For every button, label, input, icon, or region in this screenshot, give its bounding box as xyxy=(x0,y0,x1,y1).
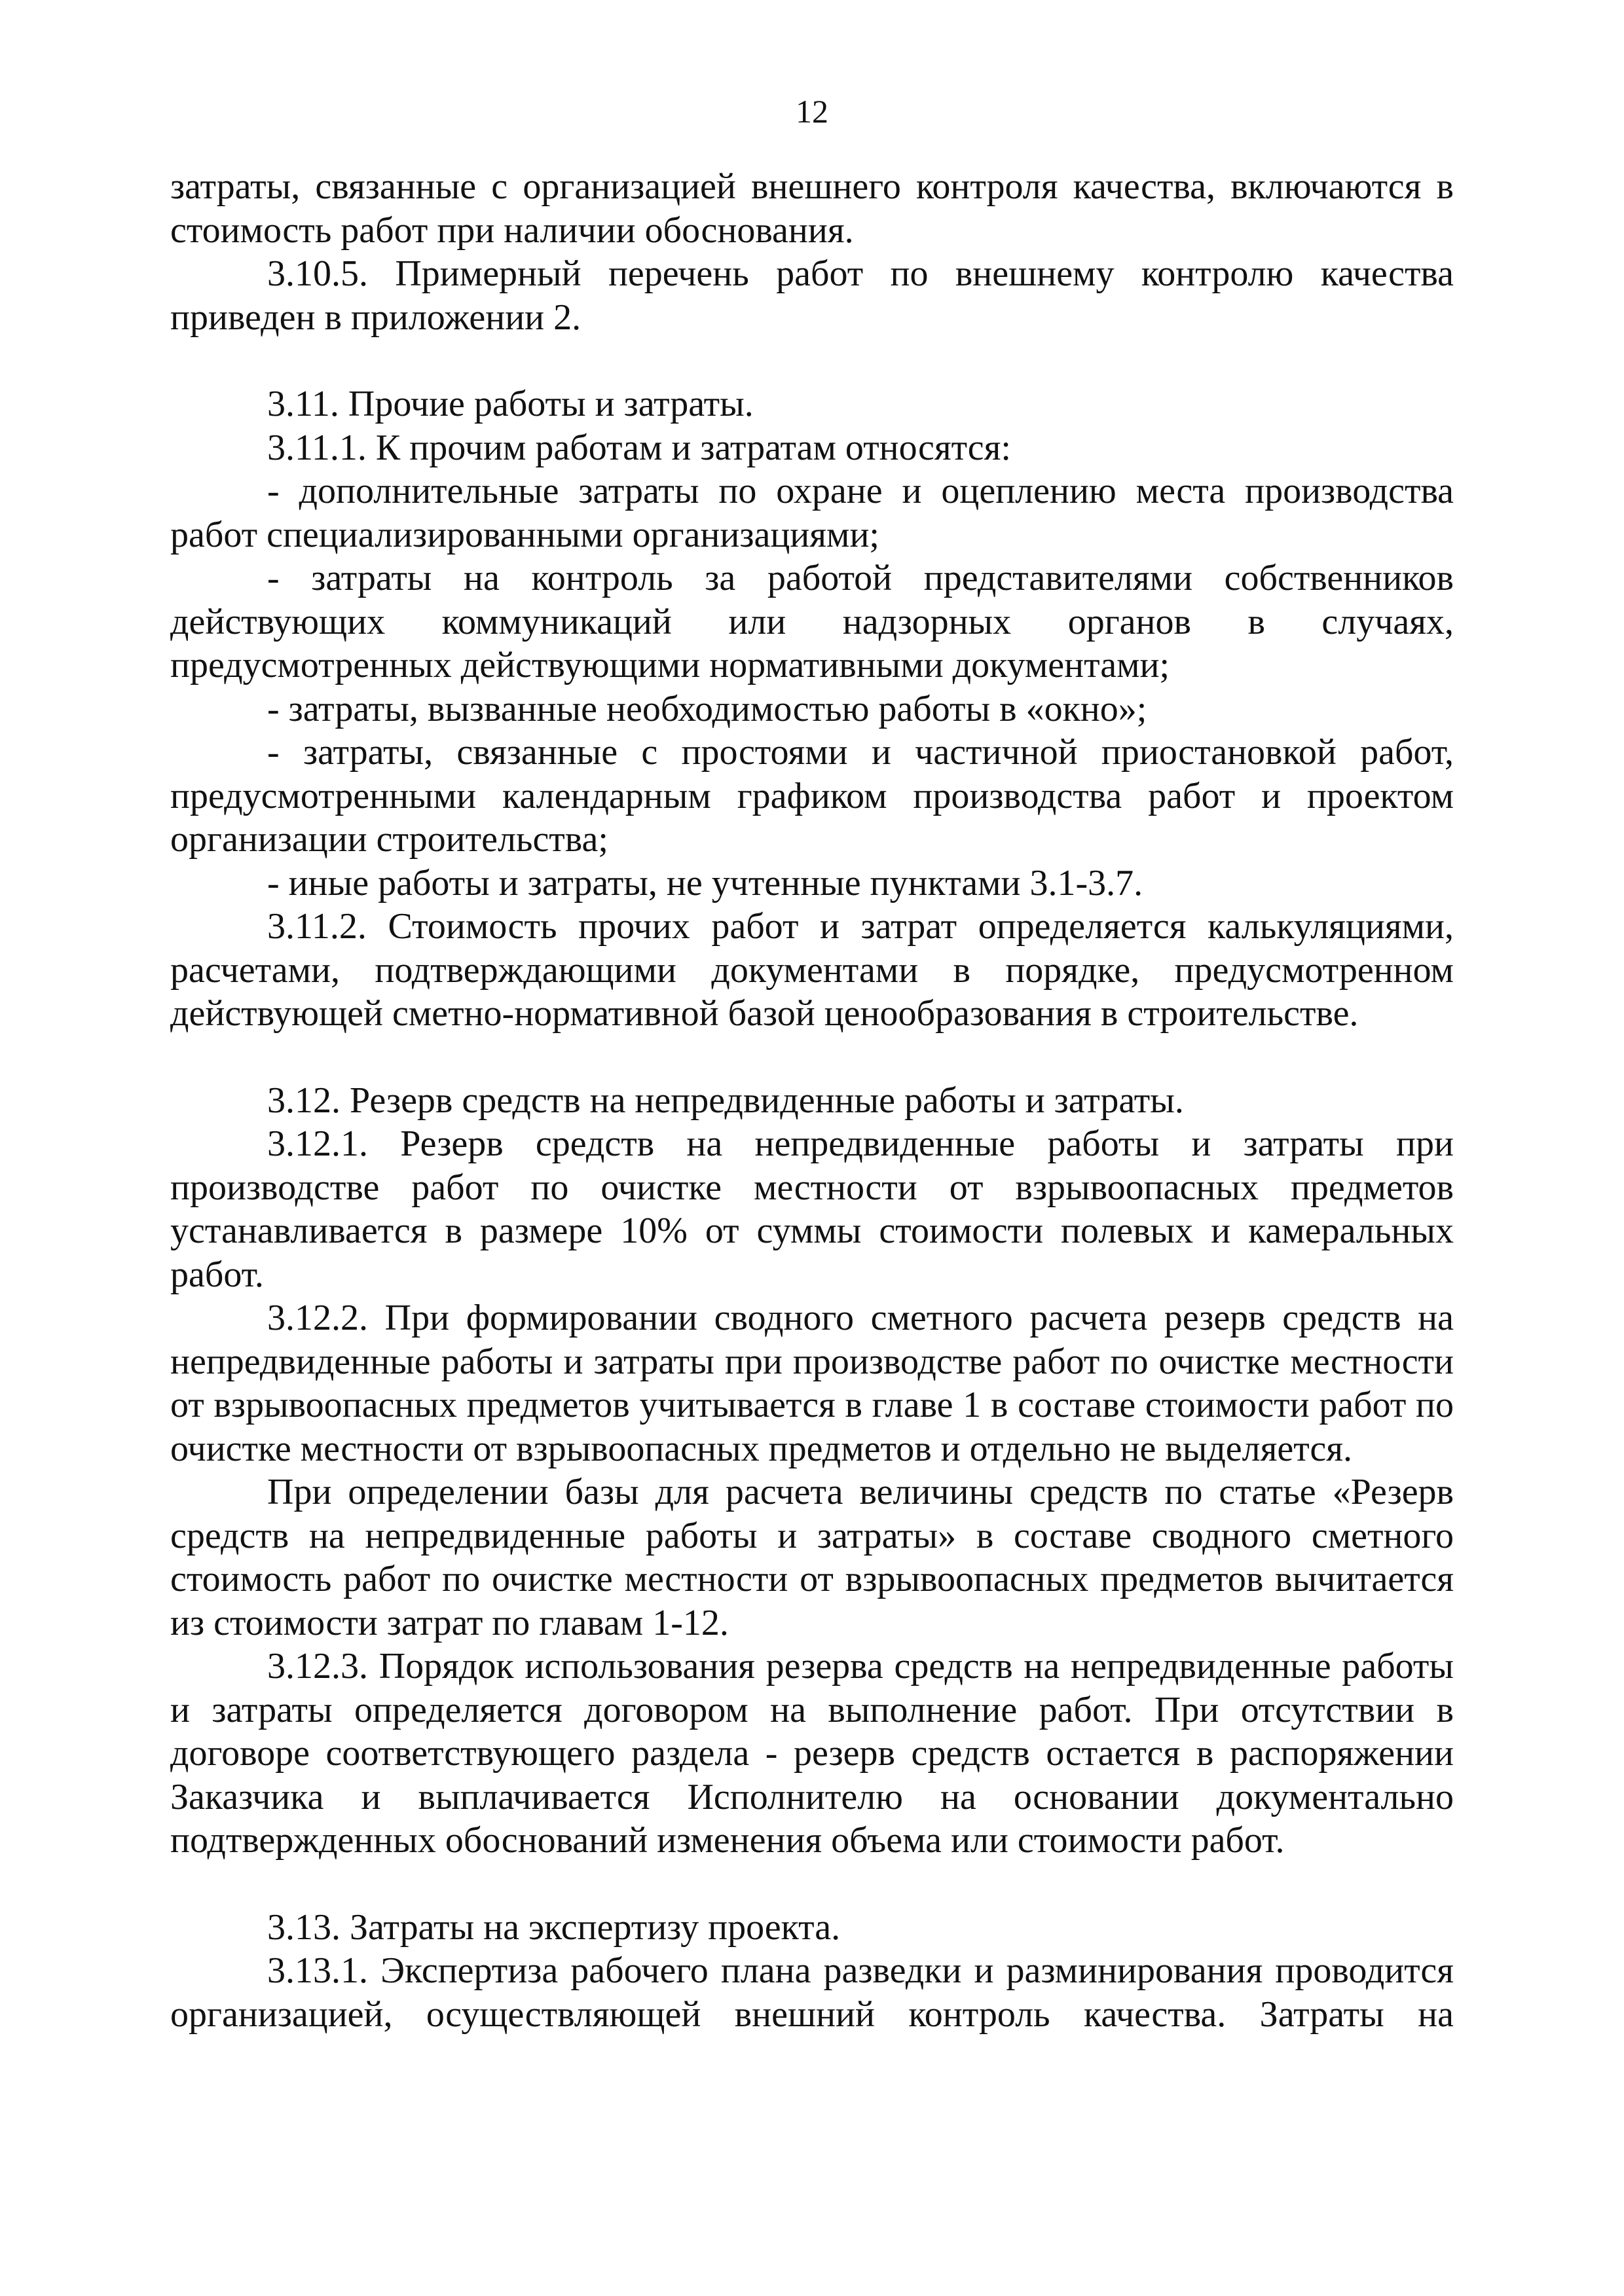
paragraph-3-12-3: 3.12.3. Порядок использования резерва средств на непредвиденные работы и затраты определяется договором на выполнение работ. При отсутствии в договоре соответствующего раздела - резерв средств остается в распоряжении Заказчика и выплачивается Исполнителю на основании документально подтвержденных обоснований изменения объема или стоимости работ. xyxy=(170,1646,1454,1861)
paragraph-3-13-1: 3.13.1. Экспертиза рабочего плана разведки и разминирования проводится организацией, осуществляющей внешний контроль качества. Затраты на xyxy=(170,1950,1454,2035)
section-gap xyxy=(170,1036,1454,1079)
paragraph-3-12-1: 3.12.1. Резерв средств на непредвиденные работы и затраты при производстве работ по очистке местности от взрывоопасных предметов устанавливается в размере 10% от суммы стоимости полевых и камеральных работ. xyxy=(170,1123,1454,1295)
list-item-guarding: - дополнительные затраты по охране и оцеплению места производства работ специализированными организациями; xyxy=(170,471,1454,555)
list-item-other: - иные работы и затраты, не учтенные пунктами 3.1-3.7. xyxy=(267,862,1143,903)
page-number: 12 xyxy=(796,93,828,130)
heading-3-11: 3.11. Прочие работы и затраты. xyxy=(267,384,754,424)
list-item-control: - затраты на контроль за работой представителями собственников действующих коммуникаций или надзорных органов в случаях, предусмотренных действующими нормативными документами; xyxy=(170,558,1454,685)
document-page xyxy=(170,92,1454,2036)
document-body xyxy=(170,165,1454,2036)
heading-3-13: 3.13. Затраты на экспертизу проекта. xyxy=(267,1906,841,1948)
section-gap xyxy=(170,339,1454,382)
list-item-window: - затраты, вызванные необходимостью работы в «окно»; xyxy=(267,688,1147,729)
heading-3-12: 3.12. Резерв средств на непредвиденные работы и затраты. xyxy=(267,1080,1184,1121)
paragraph-reserve-base: При определении базы для расчета величины средств по статье «Резерв средств на непредвиденные работы и затраты» в составе сводного сметного стоимость работ по очистке местности от взрывоопасных предметов вычитается из стоимости затрат по главам 1-12. xyxy=(170,1472,1454,1643)
list-item-downtime: - затраты, связанные с простоями и частичной приостановкой работ, предусмотренными календарным графиком производства работ и проектом организации строительства; xyxy=(170,732,1454,860)
paragraph-continuation: затраты, связанные с организацией внешнего контроля качества, включаются в стоимость работ при наличии обоснования. xyxy=(170,166,1454,251)
paragraph-3-10-5: 3.10.5. Примерный перечень работ по внешнему контролю качества приведен в приложении 2. xyxy=(170,253,1454,338)
paragraph-3-11-1: 3.11.1. К прочим работам и затратам относятся: xyxy=(267,427,1011,468)
paragraph-3-12-2: 3.12.2. При формировании сводного сметного расчета резерв средств на непредвиденные работы и затраты при производстве работ по очистке местности от взрывоопасных предметов учитывается в главе 1 в составе стоимости работ по очистке местности от взрывоопасных предметов и отдельно не выделяется. xyxy=(170,1298,1454,1469)
paragraph-3-11-2: 3.11.2. Стоимость прочих работ и затрат определяется калькуляциями, расчетами, подтверждающими документами в порядке, предусмотренном действующей сметно-нормативной базой ценообразования в строительстве. xyxy=(170,906,1454,1034)
section-gap xyxy=(170,1863,1454,1906)
